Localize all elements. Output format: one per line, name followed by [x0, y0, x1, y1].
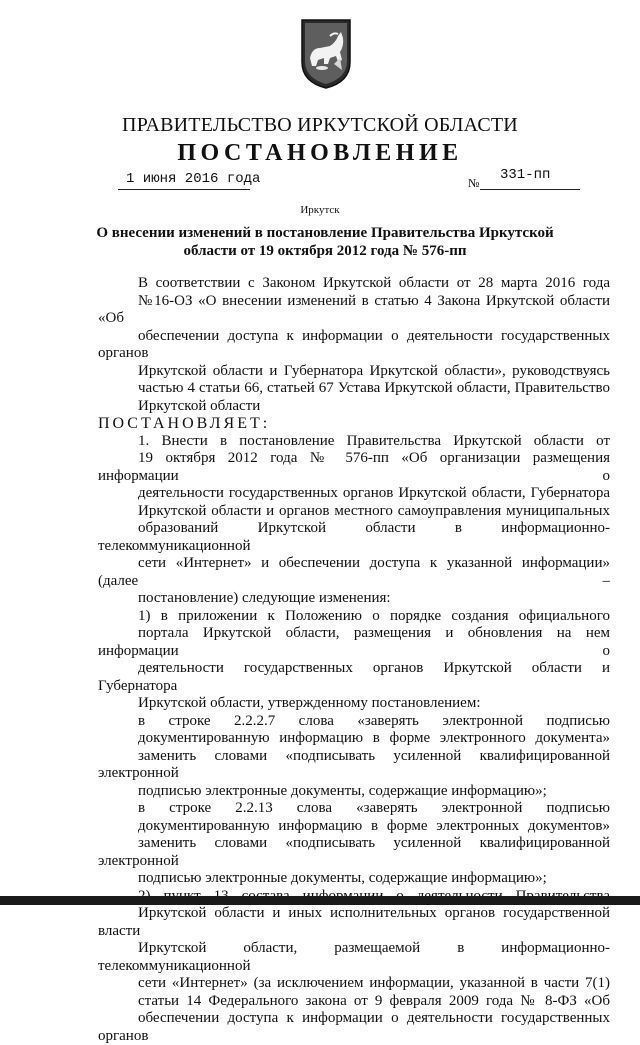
- text-line: заменить словами «подписывать усиленной квалифицированной электронной: [98, 835, 610, 870]
- scan-edge: [0, 896, 640, 905]
- text-line: деятельности государственных органов Иркутской области, Губернатора: [98, 485, 610, 503]
- text-line: Иркутской области и органов местного самоуправления муниципальных: [98, 503, 610, 521]
- decree-subject: [90, 224, 560, 260]
- subject-line: О внесении изменений в постановление Правительства Иркутской: [90, 224, 560, 242]
- text-line: 19 октября 2012 года № 576-пп «Об организации размещения информации о: [98, 450, 610, 485]
- number-sign: №: [468, 176, 479, 191]
- coat-of-arms-icon: [300, 18, 352, 90]
- text-line: постановление) следующие изменения:: [98, 590, 610, 608]
- text-line: обеспечении доступа к информации о деятельности государственных органов: [98, 328, 610, 363]
- text-line: образований Иркутской области в информационно-телекоммуникационной: [98, 520, 610, 555]
- row-2213-change: [98, 800, 610, 888]
- text-line: статьи 14 Федерального закона от 9 февраля 2009 года № 8-ФЗ «Об: [98, 993, 610, 1011]
- date-underline: [118, 189, 250, 190]
- text-line: Иркутской области: [98, 398, 610, 416]
- subitem-1: [98, 608, 610, 713]
- city: Иркутск: [0, 204, 640, 216]
- text-line: Иркутской области, размещаемой в информационно-телекоммуникационной: [98, 940, 610, 975]
- decree-date: 1 июня 2016 года: [126, 171, 260, 187]
- decree-body: [98, 275, 610, 1045]
- text-line: Иркутской области, утвержденному постановлением:: [98, 695, 610, 713]
- text-line: заменить словами «подписывать усиленной квалифицированной электронной: [98, 748, 610, 783]
- document-type: ПОСТАНОВЛЕНИЕ: [0, 140, 640, 167]
- text-line: подписью электронные документы, содержащие информацию»;: [98, 783, 610, 801]
- text-line: сети «Интернет» (за исключением информации, указанной в части 7(1): [98, 975, 610, 993]
- text-line: 1) в приложении к Положению о порядке создания официального: [98, 608, 610, 626]
- intro-paragraph: [98, 275, 610, 415]
- text-line: В соответствии с Законом Иркутской области от 28 марта 2016 года: [98, 275, 610, 293]
- text-line: подписью электронные документы, содержащие информацию»;: [98, 870, 610, 888]
- item-1: [98, 433, 610, 608]
- subitem-2: [98, 888, 610, 1045]
- government-title: ПРАВИТЕЛЬСТВО ИРКУТСКОЙ ОБЛАСТИ: [0, 114, 640, 137]
- text-line: сети «Интернет» и обеспечении доступа к указанной информации» (далее –: [98, 555, 610, 590]
- text-line: частью 4 статьи 66, статьей 67 Устава Иркутской области, Правительство: [98, 380, 610, 398]
- text-line: обеспечении доступа к информации о деятельности государственных органов: [98, 1010, 610, 1045]
- text-line: 1. Внести в постановление Правительства Иркутской области от: [98, 433, 610, 451]
- subject-line: области от 19 октября 2012 года № 576-пп: [90, 242, 560, 260]
- text-line: Иркутской области и Губернатора Иркутской области», руководствуясь: [98, 363, 610, 381]
- number-underline: [480, 189, 580, 190]
- resolves-heading: ПОСТАНОВЛЯЕТ:: [98, 415, 610, 433]
- text-line: в строке 2.2.13 слова «заверять электронной подписью: [98, 800, 610, 818]
- text-line: деятельности государственных органов Иркутской области и Губернатора: [98, 660, 610, 695]
- text-line: в строке 2.2.2.7 слова «заверять электронной подписью: [98, 713, 610, 731]
- text-line: портала Иркутской области, размещения и обновления на нем информации о: [98, 625, 610, 660]
- text-line: документированную информацию в форме электронных документов»: [98, 818, 610, 836]
- text-line: Иркутской области и иных исполнительных органов государственной власти: [98, 905, 610, 940]
- decree-number: 331-пп: [500, 167, 550, 183]
- text-line: №16-ОЗ «О внесении изменений в статью 4 Закона Иркутской области «Об: [98, 293, 610, 328]
- text-line: документированную информацию в форме электронного документа»: [98, 730, 610, 748]
- row-2227-change: [98, 713, 610, 801]
